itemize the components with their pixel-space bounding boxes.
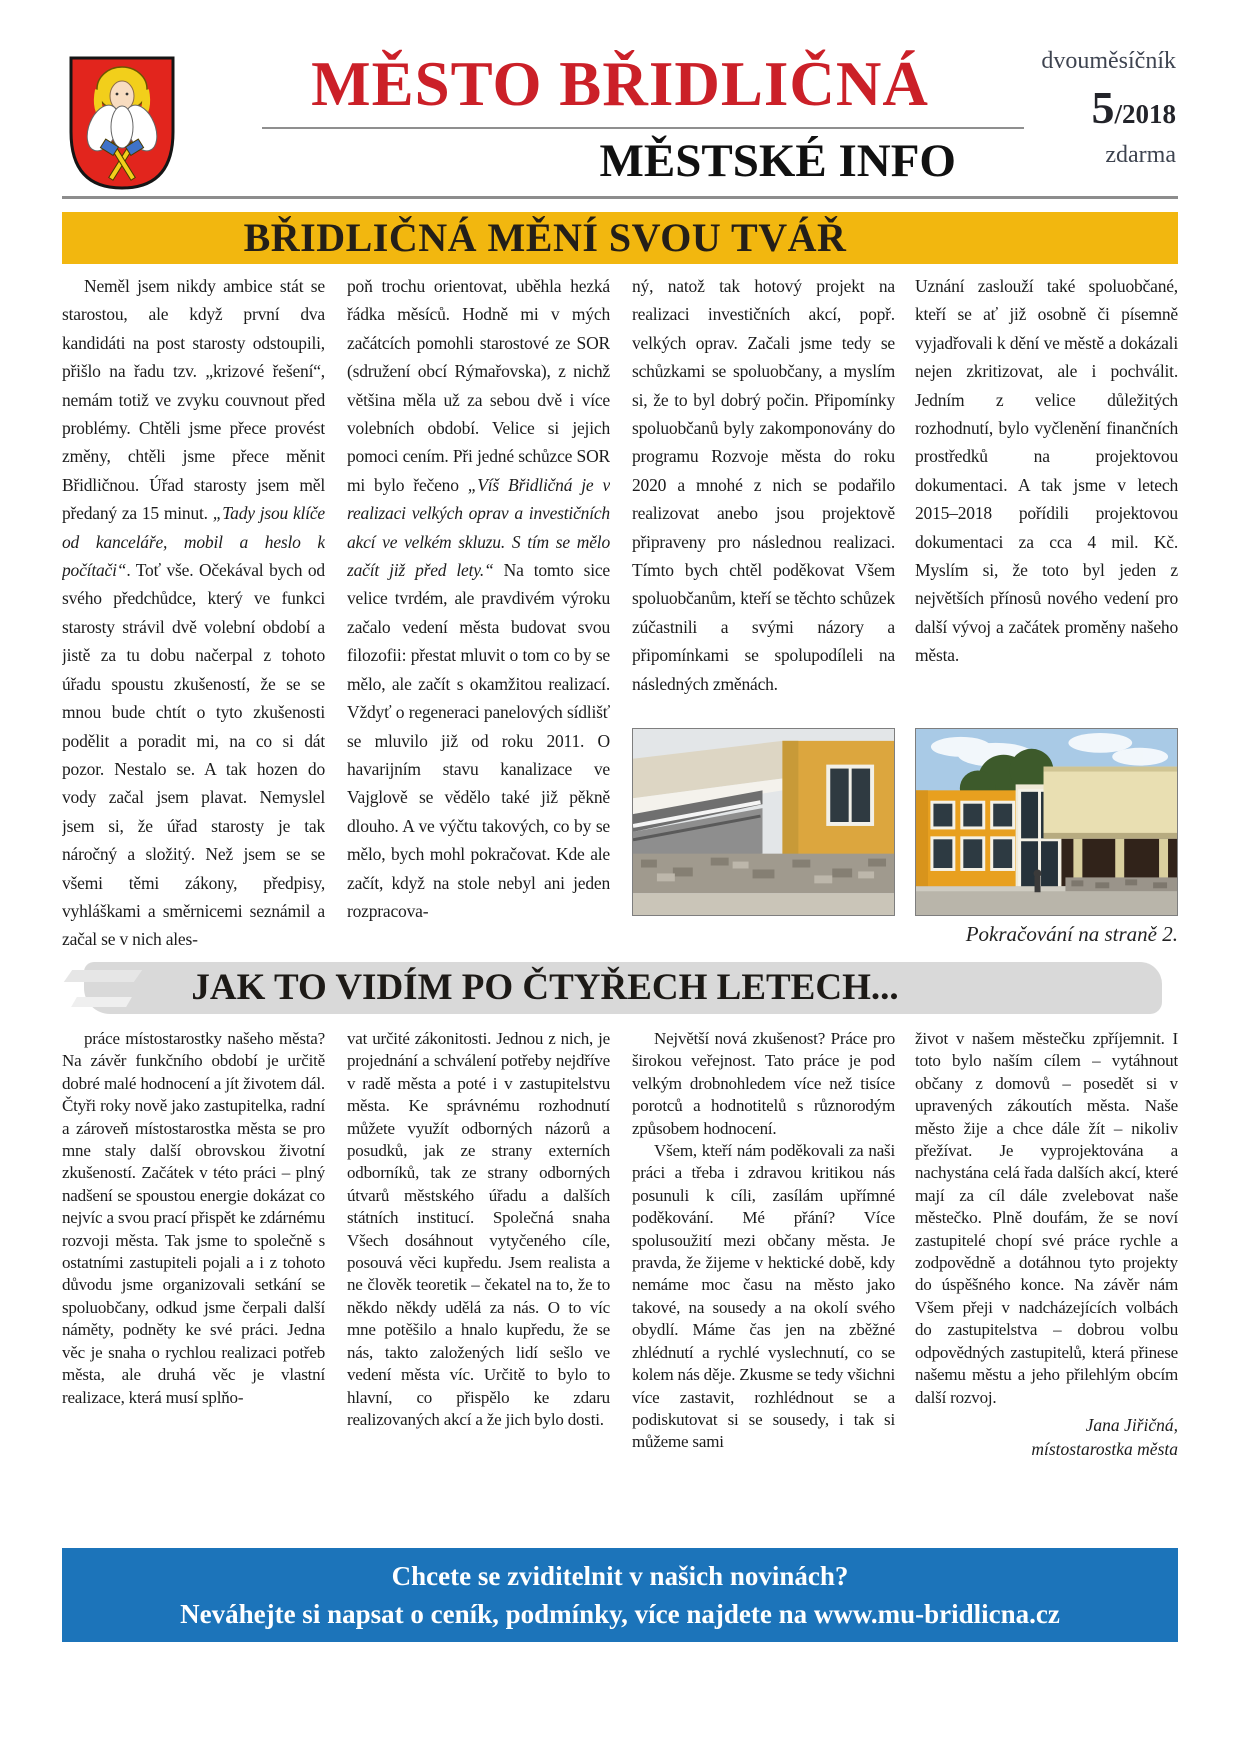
article2-column-4-text: život v našem městečku zpříjemnit. I toto bylo naším cílem – vytáhnout občany z domovů – posedět si v upravených zákoutích města. Naše město žije a chce dále žít – nikoliv přežívat. Je vyprojektována a nachystána celá řada dalších akcí, které mají za cíl dále zvelebovat naše městečko. Plně doufám, že se noví zastupitelé chopí své práce rychle a zodpovědně a dotáhnou tyto projekty do úspěšného konce. Na závěr nám Všem přeji v nadcházejících volbách do zastupitelstva – dobrou volbu odpovědných zastupitelů, která přinese našemu městu a jeho přilehlým obcím další rozvoj. [915,1029,1178,1407]
article1-headline: BŘIDLIČNÁ MĚNÍ SVOU TVÁŘ [243,215,847,260]
masthead-divider [262,127,1024,129]
periodicity-label: dvouměsíčník [1041,48,1176,74]
issue-info-block [980,48,1176,169]
article1-column-2: poň trochu orientovat, uběhla hezká řádka měsíců. Hodně mi v mých začátcích pomohli starostové ze SOR (sdružení obcí Rýmařovska), z nichž většina měla už za sebou dvě i více volebních období. Velice si jejich pomoci cením. Při jedné schůzce SOR mi bylo řečeno „Víš Břidličná je v realizaci velkých oprav a investičních akcí ve velkém skluzu. S tím se mělo začít již před lety.“ Na tomto sice velice tvrdém, ale pravdivém výroku začalo vedení města budovat svou filozofii: přestat mluvit o tom co by se mělo, ale začít s okamžitou realizací. Vždyť o regeneraci panelových sídlišť se mluvilo již od roku 2011. O havarijním stavu kanalizace ve Vajglově se vědělo také již pěkně dlouho. A ve výčtu takových, co by se mělo, bych mohl pokračovat. Kde ale začít, když na stole nebyl ani jeden rozpracova- [347,276,610,921]
article1-column-4: Uznání zaslouží také spoluobčané, kteří se ať již osobně či písemně vyjadřovali k dění ve městě a dokázali nejen zkritizovat, ale i pochválit. Jedním z velice důležitých rozhodnutí, bylo vyčlenění finančních prostředků na projektovou dokumentaci. A tak jsme v letech 2015–2018 pořídili projektovou dokumentaci za cca 4 mil. Kč. Myslím si, že toto byl jeden z největších přínosů nového vedení pro další vývoj a začátek proměny našeho města. [915,276,1178,666]
header-rule [62,196,1178,199]
article2-column-4 [915,1028,1178,1528]
footer-line-1: Chcete se zviditelnit v našich novinách? [391,1561,849,1591]
continuation-caption: Pokračování na straně 2. [965,922,1178,946]
advertising-footer-banner [62,1548,1178,1642]
price-label: zdarma [1105,142,1176,168]
signature-role: místostarostka města [1031,1438,1178,1459]
article1-column-1: Neměl jsem nikdy ambice stát se starostou, ale když první dva kandidáti na post starosty odstoupili, přišlo na řadu tzv. „krizové řešení“, nemám totiž ve zvyku couvnout před problémy. Chtěli jsme přece provést změny, chtěli jsme přece měnit Břidličnou. Úřad starosty jsem měl předaný za 15 minut. „Tady jsou klíče od kanceláře, mobil a heslo k počítači“. Toť vše. Očekával bych od svého předchůdce, který ve funkci starosty strávil dvě volební období a jistě za tu dobu načerpal z tohoto úřadu spoustu zkušeností, že se se mnou bude chtít o tyto zkušenosti podělit a poradit mi, na co si dát pozor. Nestalo se. A tak hozen do vody začal jsem plavat. Nemyslel jsem si, že úřad starosty je tak náročný a složitý. Než jsem se se všemi těmi zákony, předpisy, vyhláškami a směrnicemi seznámil a začal se v nich ales- [62,276,325,950]
city-coat-of-arms-icon [66,54,178,192]
masthead-title: MĚSTO BŘIDLIČNÁ [311,49,929,119]
photo-yellow-building [915,728,1178,916]
article1-headline-band [62,212,1178,264]
issue-number-big: 5 [1091,82,1115,133]
article2-headline: JAK TO VIDÍM PO ČTYŘECH LETECH... [191,967,899,1008]
article1-column-3: ný, natož tak hotový projekt na realizaci investičních akcí, popř. velkých oprav. Začali jsme tedy se schůzkami se spoluobčany, a myslím si, že to byl dobrý počin. Připomínky spoluobčanů byly zakomponovány do programu Rozvoje města do roku 2020 a mnohé z nich se podařilo realizovat anebo jsou projektově připraveny pro následnou realizaci. Tímto bych chtěl poděkovat Všem spoluobčanům, kteří se těchto schůzek zúčastnili a svými názory a připomínkami se spolupodíleli na následných změnách. [632,276,895,694]
article2-column-2: vat určité zákonitosti. Jednou z nich, je projednání a schválení potřeby nejdříve v radě města a poté i v zastupitelstvu města. Ke správnému rozhodnutí můžete využít odborných názorů a posudků, jak ze strany externích odborníků, tak ze strany odborných útvarů městského úřadu a dalších státních institucí. Společná snaha Všech dosáhnout vytyčeného cíle, posouvá věci kupředu. Jsem realista a ne člověk teoretik – čekatel na to, že to někdo někdy udělá za nás. O to víc mne potěšilo a hnalo kupředu, že se nás, takto založených lidí sešlo ve vedení města víc. Určitě to bylo to hlavní, co přispělo ke zdaru realizovaných akcí a že jich bylo dosti. [347,1029,610,1429]
photo-building-entrance [632,728,895,916]
signature-block [915,1413,1178,1461]
issue-year: /2018 [1114,99,1176,129]
masthead-subtitle: MĚSTSKÉ INFO [599,135,956,187]
footer-line-2: Neváhejte si napsat o ceník, podmínky, více najdete na www.mu-bridlicna.cz [180,1599,1060,1629]
issue-number [980,81,1176,134]
article2-column-1: práce místostarostky našeho města? Na závěr funkčního období je určitě dobré malé hodnocení a jít životem dál. Čtyři roky nově jako zastupitelka, radní a zároveň místostarostka města se pro mne staly další obrovskou životní zkušeností. Začátek v této práci – plný nadšení se spoustou energie dokázat co nejvíc a svou prací přispět ke zdárnému rozvoji města. Tak jsme to společně s ostatními zastupiteli pojali a i z tohoto důvodu jsme organizovali setkání se spoluobčany, odkud jsme čerpali další náměty, podněty ke své práci. Jedna věc je snaha o rychlou realizaci potřeb města, ale druhá věc je vlastní realizace, která musí splňo- [62,1029,325,1407]
signature-name: Jana Jiřičná, [1085,1414,1178,1435]
article2-column-3: Největší nová zkušenost? Práce pro širokou veřejnost. Tato práce je pod velkým drobnohledem více než tisíce porotců a hodnotitelů s různorodým způsobem hodnocení. Všem, kteří nám poděkovali za naši práci a třeba i zdravou kritikou nás posunuli k cíli, zasílám upřímné poděkování. Mé přání? Více spolusoužití mezi občany města. Je pravda, že žijeme v hektické době, kdy nemáme moc času na město jako takové, na sousedy a na okolí svého obydlí. Máme čas jen na zběžné zhlédnutí a rychlé vyslechnutí, co se kolem nás děje. Zkusme se tedy všichni více zastavit, rozhlédnout se a podiskutovat si se sousedy, i tak si můžeme sami [632,1029,895,1452]
